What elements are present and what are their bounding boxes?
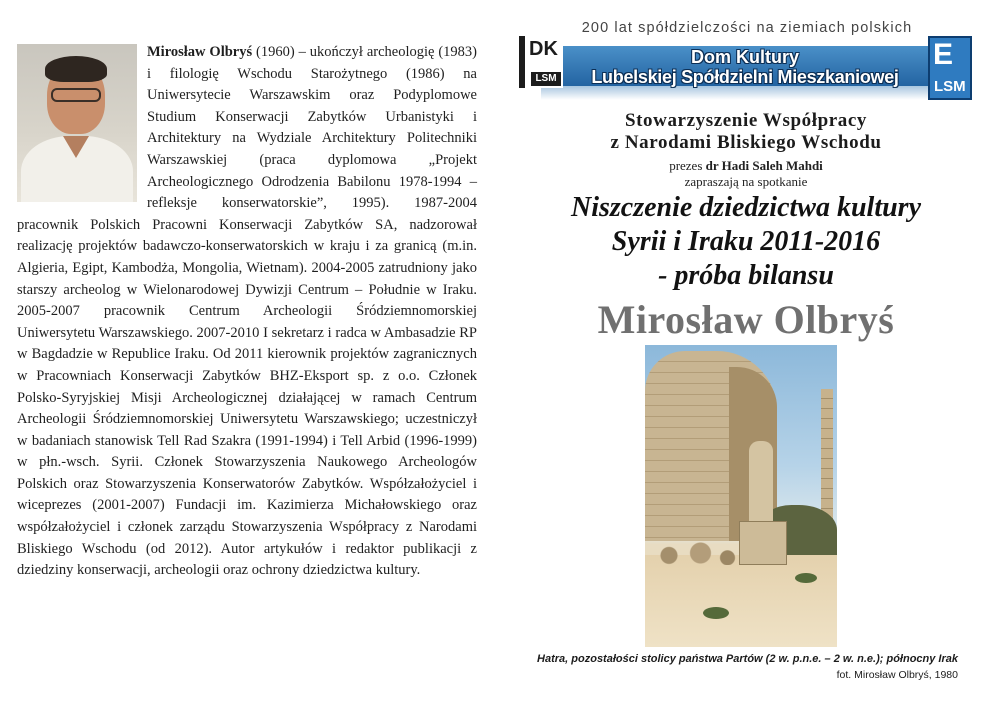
invitation-line: zapraszają na spotkanie <box>684 174 808 189</box>
president-name: dr Hadi Saleh Mahdi <box>705 158 823 173</box>
lecture-title-line-2: Syrii i Iraku 2011-2016 <box>611 226 881 257</box>
photo-caption: Hatra, pozostałości stolicy państwa Partów (2 w. p.n.e. – 2 w. n.e.); północny Irak <box>537 653 958 665</box>
right-logo-letter: E <box>933 38 954 71</box>
biography-paragraph <box>17 42 477 582</box>
hatra-ruins-photo <box>645 345 837 647</box>
speaker-name: Mirosław Olbryś <box>597 297 895 342</box>
biography-name: Mirosław Olbryś <box>147 44 253 60</box>
biography-body: (1960) – ukończył archeologię (1983) i filologię Wschodu Starożytnego (1986) na Uniwersytecie Warszawskim oraz Podyplomowe Studium Konserwacji Zabytków Urbanistyki i Architektury na Wydziale Architektury Politechniki Warszawskiej (praca dyplomowa „Projekt Archeologicznego Odrodzenia Babilonu 1978-1994 – refleksje konserwatorskie”, 1995). 1987-2004 pracownik Polskich Pracowni Konserwacji Zabytków SA, nadzorował realizację projektów badawczo-konserwatorskich w kraju i za granicą (m.in. Algieria, Egipt, Kambodża, Mongolia, Wietnam). 2004-2005 zatrudniony jako starszy archeolog w Wielonarodowej Dywizji Centrum – Południe w Iraku. 2005-2007 pracownik Centrum Archeologii Śródziemnomorskiej Uniwersytetu Warszawskiego. 2007-2010 I sekretarz i radca w Ambasadzie RP w Bagdadzie w Republice Iraku. Od 2011 kierownik projektów zagranicznych w Pracowniach Konserwacji Zabytków BHZ-Eksport sp. z o.o. Członek Polsko-Syryjskiej Misji Archeologicznej działającej w ramach Centrum Archeologii Śródziemnomorskiej Uniwersytetu Warszawskiego; uczestniczył w badaniach stanowisk Tell Rad Szakra (1991-1994) i Tell Arbid (1996-1999) w płn.-wsch. Syrii. Członek Stowarzyszenia Naukowego Archeologów Polskich oraz Stowarzyszenia Konserwatorów Zabytków. Współzałożyciel i wiceprezes (2001-2007) Fundacji im. Kazimierza Michałowskiego oraz współzałożyciel i członek zarządu Stowarzyszenia Współpracy z Narodami Bliskiego Wschodu (od 2012). Autor artykułów i redaktor publikacji z dziedziny konserwacji, archeologii oraz ochrony dziedzictwa kultury. <box>17 44 478 579</box>
lecture-title-line-1: Niszczenie dziedzictwa kultury <box>570 192 921 223</box>
organizer-banner <box>519 38 971 100</box>
president-label: prezes <box>669 158 706 173</box>
lsm-logo-text: LSM <box>531 72 561 86</box>
jubilee-heading: 200 lat spółdzielczości na ziemiach polskich <box>581 20 913 36</box>
photo-credit: fot. Mirosław Olbryś, 1980 <box>836 669 958 681</box>
organization-name-line-2: z Narodami Bliskiego Wschodu <box>610 132 882 153</box>
president-line <box>540 158 952 174</box>
organization-name-line-1: Stowarzyszenie Współpracy <box>624 110 868 131</box>
lecture-title-line-3: - próba bilansu <box>658 260 834 291</box>
dk-logo-text: DK <box>529 38 558 60</box>
banner-line-1: Dom Kultury <box>691 47 799 67</box>
lsm-right-logo <box>928 36 972 100</box>
right-logo-text: LSM <box>934 78 966 95</box>
dk-lsm-logo <box>519 36 563 88</box>
banner-line-2: Lubelskiej Spółdzielni Mieszkaniowej <box>591 67 899 87</box>
